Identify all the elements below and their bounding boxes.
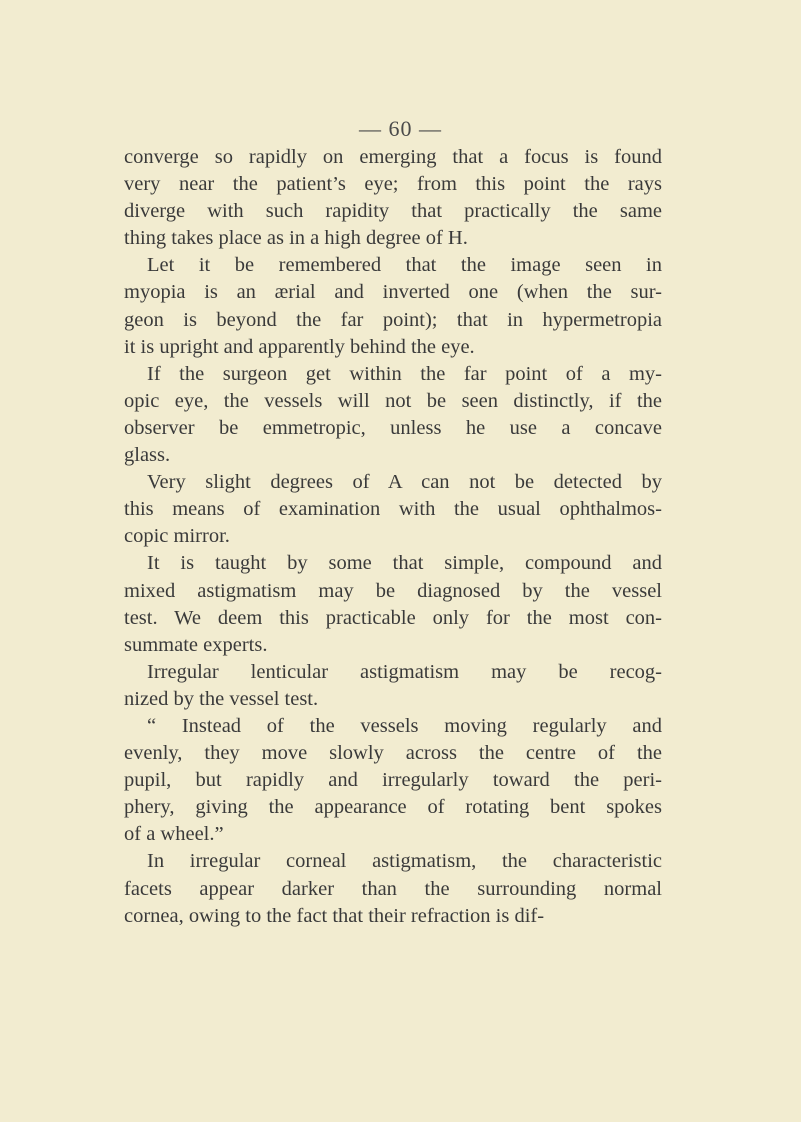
paragraph [124,848,662,929]
text-line: glass. [124,444,171,467]
text-line: facets appear darker than the surrounding normal [124,877,662,900]
text-line: test. We deem this practicable only for the most con- [124,606,662,629]
text-line: of a wheel.” [124,823,224,846]
text-line: this means of examination with the usual ophthalmos- [124,498,662,521]
text-line: myopia is an ærial and inverted one (when the sur- [124,281,662,304]
text-line: In irregular corneal astigmatism, the characteristic [147,850,662,873]
text-line: converge so rapidly on emerging that a focus is found [124,146,662,168]
paragraph [124,550,662,658]
text-line: Very slight degrees of A can not be detected by [147,471,662,494]
paragraph [124,361,662,469]
text-line: cornea, owing to the fact that their refraction is dif- [124,904,545,927]
body-text [124,144,662,930]
paragraph [124,659,662,713]
text-line: If the surgeon get within the far point of a my- [147,362,662,385]
text-line: It is taught by some that simple, compound and [147,552,662,575]
text-line: pupil, but rapidly and irregularly toward the peri- [124,769,662,792]
text-line: observer be emmetropic, unless he use a concave [124,416,662,439]
text-line: Let it be remembered that the image seen in [147,254,662,277]
text-line: it is upright and apparently behind the eye. [124,335,475,358]
text-line: copic mirror. [124,525,230,548]
text-line: “ Instead of the vessels moving regularly and [147,714,662,737]
text-line: evenly, they move slowly across the centre of the [124,742,662,765]
text-line: nized by the vessel test. [124,687,319,710]
paragraph [124,252,662,360]
paragraph [124,713,662,848]
paragraph [124,469,662,550]
text-line: Irregular lenticular astigmatism may be recog- [147,660,662,683]
text-line: opic eye, the vessels will not be seen distinctly, if the [124,389,662,412]
text-line: geon is beyond the far point); that in hypermetropia [124,308,662,331]
text-line: mixed astigmatism may be diagnosed by the vessel [124,579,662,602]
text-line: phery, giving the appearance of rotating bent spokes [124,796,662,819]
text-line: thing takes place as in a high degree of H. [124,227,468,250]
paragraph [124,144,662,252]
text-line: diverge with such rapidity that practically the same [124,200,662,223]
text-line: very near the patient’s eye; from this point the rays [124,173,662,196]
page-number: — 60 — [359,116,442,141]
text-line: summate experts. [124,633,268,656]
